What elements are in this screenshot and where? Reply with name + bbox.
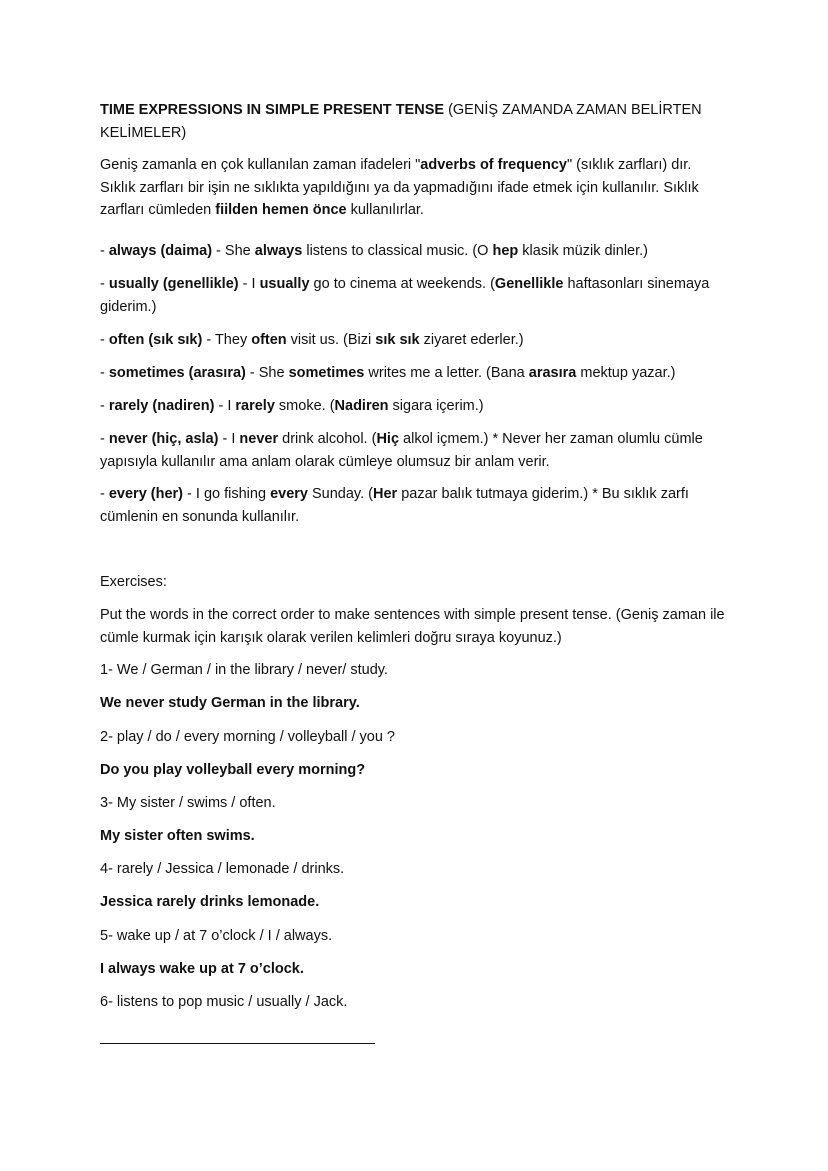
adverb-never bbox=[100, 428, 730, 473]
exercise-prompt: 6- listens to pop music / usually / Jack. bbox=[100, 994, 348, 1010]
bold-text: Nadiren bbox=[334, 398, 389, 414]
text-run: - I bbox=[238, 276, 260, 292]
intro-bold: fiilden hemen önce bbox=[215, 202, 347, 218]
page-title bbox=[100, 99, 730, 144]
bold-text: every (her) bbox=[108, 486, 184, 502]
adverb-always bbox=[100, 240, 730, 263]
exercise-prompt: 2- play / do / every morning / volleyball / you ? bbox=[100, 729, 395, 745]
text-run: - bbox=[100, 486, 109, 502]
bold-text: hep bbox=[492, 243, 519, 259]
bold-text: Hiç bbox=[376, 431, 400, 447]
text-run: - She bbox=[245, 365, 289, 381]
bold-text: never (hiç, asla) bbox=[108, 431, 219, 447]
exercise-prompt: 5- wake up / at 7 o’clock / I / always. bbox=[100, 928, 333, 944]
title-rest: (GENİŞ ZAMANDA ZAMAN BELİRTEN KELİMELER) bbox=[100, 102, 702, 141]
text-run: - bbox=[100, 276, 109, 292]
bold-text: rarely (nadiren) bbox=[108, 398, 215, 414]
text-run: - bbox=[100, 398, 109, 414]
intro-text: kullanılırlar. bbox=[346, 202, 424, 218]
adverb-sometimes bbox=[100, 362, 730, 385]
intro-text: Geniş zamanla en çok kullanılan zaman ifadeleri " bbox=[100, 157, 421, 173]
bold-text: usually (genellikle) bbox=[108, 276, 239, 292]
text-run: Sunday. ( bbox=[307, 486, 373, 502]
exercise-answer: Jessica rarely drinks lemonade. bbox=[100, 894, 320, 910]
bold-text: always bbox=[254, 243, 303, 259]
exercise-answer: Do you play volleyball every morning? bbox=[100, 762, 366, 778]
text-run: - She bbox=[212, 243, 255, 259]
text-run: - I bbox=[218, 431, 240, 447]
text-run: pazar balık tutmaya giderim.) * Bu sıklık zarfı cümlenin en sonunda kullanılır. bbox=[100, 486, 689, 525]
text-run: writes me a letter. (Bana bbox=[364, 365, 529, 381]
bold-text: often (sık sık) bbox=[108, 332, 203, 348]
bold-text: usually bbox=[259, 276, 310, 292]
text-run: - I bbox=[214, 398, 236, 414]
exercise-answer: My sister often swims. bbox=[100, 828, 255, 844]
exercise-answer: We never study German in the library. bbox=[100, 695, 360, 711]
text-run: - They bbox=[202, 332, 252, 348]
bold-text: never bbox=[239, 431, 279, 447]
exercises-heading: Exercises: bbox=[100, 574, 167, 590]
intro-bold: adverbs of frequency bbox=[420, 157, 567, 173]
exercise-prompt: 3- My sister / swims / often. bbox=[100, 795, 276, 811]
bold-text: Her bbox=[373, 486, 398, 502]
bold-text: sık sık bbox=[375, 332, 420, 348]
text-run: visit us. (Bizi bbox=[286, 332, 376, 348]
text-run: ziyaret ederler.) bbox=[419, 332, 524, 348]
intro-paragraph bbox=[100, 154, 730, 222]
title-bold: TIME EXPRESSIONS IN SIMPLE PRESENT TENSE bbox=[100, 102, 445, 118]
intro-text: " (sıklık zarfları) dır. Sıklık zarfları bir işin ne sıklıkta yapıldığını ya da yapmadığını ifade etmek için kullanılır. Sıklık zarfları cümleden bbox=[100, 157, 699, 218]
adverb-often bbox=[100, 329, 730, 352]
text-run: sigara içerim.) bbox=[388, 398, 484, 414]
text-run: - bbox=[100, 365, 109, 381]
text-run: haftasonları sinemaya giderim.) bbox=[100, 276, 710, 315]
bold-text: Genellikle bbox=[494, 276, 564, 292]
exercise-prompt: 1- We / German / in the library / never/ study. bbox=[100, 662, 388, 678]
answer-blank-line bbox=[100, 1043, 375, 1044]
adverb-usually bbox=[100, 273, 730, 318]
exercises-instruction: Put the words in the correct order to make sentences with simple present tense. (Geniş zaman ile cümle kurmak için karışık olarak verilen kelimleri doğru sıraya koyunuz.) bbox=[100, 607, 725, 646]
adverb-rarely bbox=[100, 395, 730, 418]
text-run: - I go fishing bbox=[183, 486, 271, 502]
text-run: - bbox=[100, 431, 109, 447]
bold-text: every bbox=[270, 486, 308, 502]
bold-text: arasıra bbox=[528, 365, 577, 381]
bold-text: sometimes bbox=[288, 365, 365, 381]
text-run: mektup yazar.) bbox=[576, 365, 676, 381]
text-run: klasik müzik dinler.) bbox=[518, 243, 649, 259]
text-run: - bbox=[100, 243, 109, 259]
text-run: go to cinema at weekends. ( bbox=[309, 276, 495, 292]
text-run: - bbox=[100, 332, 109, 348]
bold-text: often bbox=[251, 332, 287, 348]
exercise-answer: I always wake up at 7 o’clock. bbox=[100, 961, 304, 977]
exercise-prompt: 4- rarely / Jessica / lemonade / drinks. bbox=[100, 861, 345, 877]
text-run: smoke. ( bbox=[274, 398, 335, 414]
text-run: alkol içmem.) * Never her zaman olumlu cümle yapısıyla kullanılır ama anlam olarak cümleye olumsuz bir anlam verir. bbox=[100, 431, 703, 470]
text-run: drink alcohol. ( bbox=[278, 431, 377, 447]
text-run: listens to classical music. (O bbox=[302, 243, 493, 259]
bold-text: rarely bbox=[235, 398, 275, 414]
bold-text: sometimes (arasıra) bbox=[108, 365, 246, 381]
adverb-every bbox=[100, 483, 730, 528]
bold-text: always (daima) bbox=[108, 243, 213, 259]
